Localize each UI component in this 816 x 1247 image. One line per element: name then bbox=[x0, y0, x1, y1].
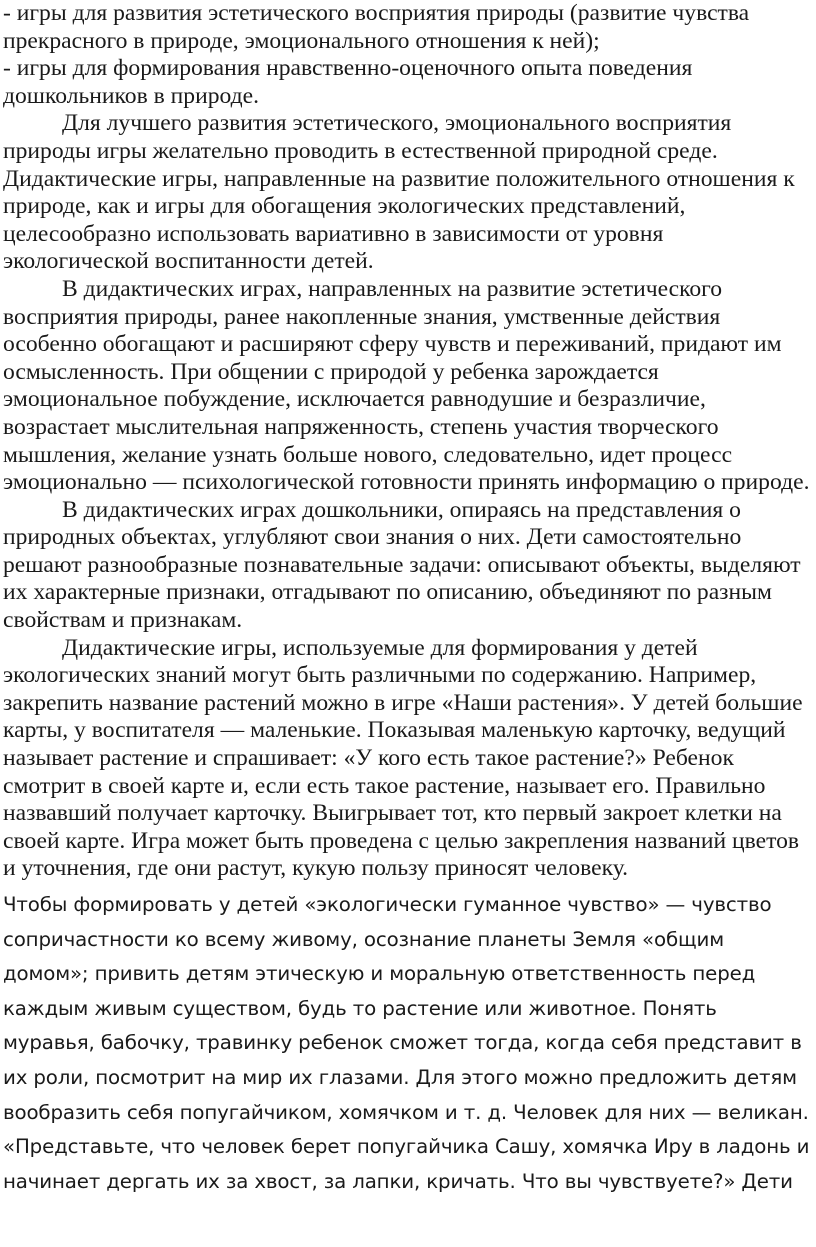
list-item-moral-games: - игры для формирования нравственно-оценочного опыта поведения дошкольников в природе. bbox=[3, 55, 693, 109]
serif-text-block bbox=[3, 0, 812, 883]
paragraph-aesthetic-perception: В дидактических играх, направленных на развитие эстетического восприятия природы, ранее накопленные знания, умственные действия особенно обогащают и расширяют сферу чувств и переживаний, придают им осмысленность. При общении с природой у ребенка зарождается эмоциональное побуждение, исключается равнодушие и безразличие, возрастает мыслительная напряженность, степень участия творческого мышления, желание узнать больше нового, следовательно, идет процесс эмоционально — психологической готовности принять информацию о природе. bbox=[3, 275, 810, 496]
list-item-aesthetic-games: - игры для развития эстетического восприятия природы (развитие чувства прекрасного в природе, эмоционального отношения к ней); bbox=[3, 0, 750, 54]
paragraph-natural-environment: Для лучшего развития эстетического, эмоционального восприятия природы игры желательно проводить в естественной природной среде. Дидактические игры, направленные на развитие положительного отношения к природе, как и игры для обогащения экологических представлений, целесообразно использовать вариативно в зависимости от уровня экологической воспитанности детей. bbox=[3, 110, 795, 275]
paragraph-cognitive-tasks: В дидактических играх дошкольники, опираясь на представления о природных объектах, углубляют свои знания о них. Дети самостоятельно решают разнообразные познавательные задачи: описывают объекты, выделяют их характерные признаки, отгадывают по описанию, объединяют по разным свойствам и признакам. bbox=[3, 496, 801, 634]
sans-text-block bbox=[3, 888, 812, 1199]
paragraph-game-example: Дидактические игры, используемые для формирования у детей экологических знаний могут быть различными по содержанию. Например, закрепить название растений можно в игре «Наши растения». У детей большие карты, у воспитателя — маленькие. Показывая маленькую карточку, ведущий называет растение и спрашивает: «У кого есть такое растение?» Ребенок смотрит в своей карте и, если есть такое растение, называет его. Правильно назвавший получает карточку. Выигрывает тот, кто первый закроет клетки на своей карте. Игра может быть проведена с целью закрепления названий цветов и уточнения, где они растут, кукую пользу приносят человеку. bbox=[3, 634, 803, 882]
paragraph-ecological-feeling: Чтобы формировать у детей «экологически гуманное чувство» — чувство сопричастности ко всему живому, осознание планеты Земля «общим домом»; привить детям этическую и моральную ответственность перед каждым живым существом, будь то растение или животное. Понять муравья, бабочку, травинку ребенок сможет тогда, когда себя представит в их роли, посмотрит на мир их глазами. Для этого можно предложить детям вообразить себя попугайчиком, хомячком и т. д. Человек для них — великан. «Представьте, что человек берет попугайчика Сашу, хомячка Иру в ладонь и начинает дергать их за хвост, за лапки, кричать. Что вы чувствуете?» Дети bbox=[3, 893, 810, 1193]
